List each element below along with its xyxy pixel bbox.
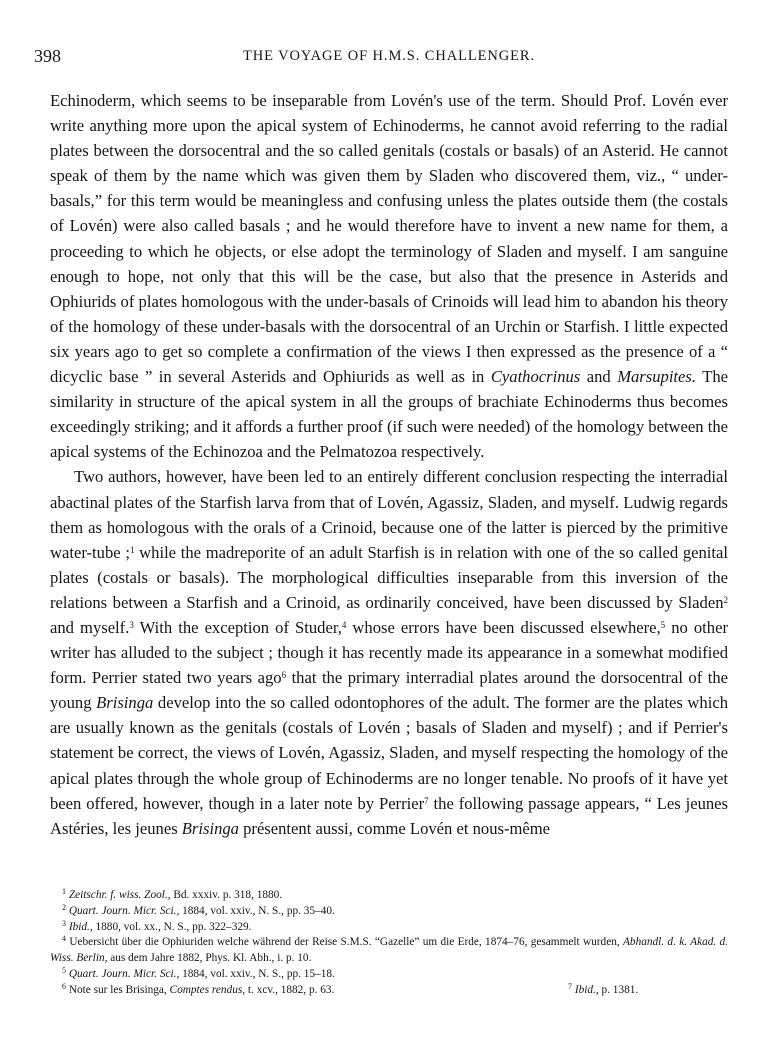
- italic-genus: Marsupites.: [617, 367, 697, 387]
- footnote-text: 1880, vol. xx., N. S., pp. 322–329.: [92, 920, 252, 933]
- journal-title: Ibid.,: [574, 983, 599, 996]
- text-run: that the primary interradial plates around the dorsocentral of the young: [50, 668, 729, 713]
- footnote-row: [50, 983, 728, 999]
- footnote-text: Note sur les Brisinga,: [68, 983, 170, 996]
- page-header: [34, 46, 744, 70]
- footnote: [50, 920, 728, 936]
- footnote-number: 2: [62, 902, 66, 912]
- footnote-ref: 2: [723, 594, 728, 605]
- footnote-text: t. xcv., 1882, p. 63.: [245, 983, 335, 996]
- journal-title: Comptes rendus,: [169, 983, 246, 996]
- footnote-ref: 5: [660, 619, 666, 630]
- footnote-number: 1: [62, 887, 66, 896]
- text-run: and myself.: [50, 617, 130, 637]
- body-text: [50, 88, 728, 841]
- text-run: With the exception of Studer,: [133, 617, 342, 637]
- text-run: while the madreporite of an adult Starfish is in relation with one of the so called genital plates (costals or basals). The morphological difficulties inseparable from this inversion of the relations between a Starfish and a Crinoid, as ordinarily conceived, have been discussed by Sladen: [50, 542, 728, 612]
- footnote-number: 4: [62, 934, 66, 944]
- footnote: [50, 888, 728, 904]
- paragraph: [50, 88, 728, 464]
- footnotes: [50, 888, 728, 999]
- footnote-number: 7: [568, 981, 572, 991]
- footnote: [50, 967, 728, 983]
- footnote: [556, 983, 638, 999]
- text-run: and: [580, 367, 618, 387]
- journal-title: Quart. Journ. Micr. Sci.,: [68, 967, 180, 980]
- footnote-ref: 7: [424, 795, 429, 806]
- journal-title: Zeitschr. f. wiss. Zool.,: [68, 889, 171, 901]
- text-run: présentent aussi, comme Lovén et nous-même: [238, 818, 551, 838]
- text-run: the following passage appears, “ Les jeunes Astéries, les jeunes: [50, 793, 728, 838]
- text-run: whose errors have been discussed elsewhere,: [346, 617, 661, 637]
- page-number: 398: [34, 46, 61, 66]
- text-run: Echinoderm, which seems to be inseparable from Lovén's use of the term. Should Prof. Lovén ever write anything more upon the apical system of Echinoderms, he cannot avoid referring to the radial plates between the dorsocentral and the so called genitals (costals or basals) of an Asterid. He cannot speak of them by the name which was given them by Sladen who discovered them, viz., “ under-basals,” for this term would be meaningless and confusing unless the plates outside them (the costals of Lovén) were also called basals ; and he would therefore have to invent a new name for them, a proceeding to which he objects, or else adopt the terminology of Sladen and myself. I am sanguine enough to hope, not only that this will be the case, but also that the presence in Asterids and Ophiurids of plates homologous with the under-basals of Crinoids will lead him to abandon his theory of the homology of these under-basals with the dorsocentral of an Urchin or Starfish. I little expected six years ago to get so complete a confirmation of the views I then expressed as the presence of a “ dicyclic base ” in several Asterids and Ophiurids as well as in: [50, 91, 728, 387]
- journal-title: Ibid.,: [68, 920, 93, 933]
- footnote-ref: 4: [341, 619, 347, 630]
- footnote-text: 1884, vol. xxiv., N. S., pp. 15–18.: [179, 967, 335, 980]
- italic-genus: Cyathocrinus: [490, 367, 581, 387]
- running-title: THE VOYAGE OF H.M.S. CHALLENGER.: [243, 48, 535, 64]
- text-run: Two authors, however, have been led to an entirely different conclusion respecting the interradial abactinal plates of the Starfish larva from that of Lovén, Agassiz, Sladen, and myself. Ludwig regards them as homologous with the orals of a Crinoid, because one of the latter is pierced by the primitive water-tube ;: [50, 467, 728, 562]
- footnote-number: 3: [62, 918, 66, 928]
- footnote: [50, 935, 728, 967]
- text-run: no other writer has alluded to the subject ; though it has recently made its appearance in a somewhat modified form. Perrier stated two years ago: [50, 617, 728, 688]
- footnote-number: 6: [62, 981, 66, 991]
- footnote-number: 5: [62, 965, 66, 975]
- footnote-text: Bd. xxxiv. p. 318, 1880.: [170, 889, 283, 901]
- footnote-text: p. 1381.: [598, 983, 639, 996]
- footnote-text: aus dem Jahre 1882, Phys. Kl. Abh., i. p. 10.: [107, 952, 312, 965]
- italic-genus: Brisinga: [96, 693, 154, 713]
- footnote-ref: 6: [281, 670, 287, 681]
- footnote-ref: 3: [129, 619, 134, 630]
- paragraph: [50, 464, 728, 840]
- text-run: The similarity in structure of the apical system in all the groups of brachiate Echinoderms thus becomes exceedingly striking; and it affords a further proof (if such were needed) of the homology between the apical systems of the Echinozoa and the Pelmatozoa respectively.: [50, 367, 728, 462]
- journal-title: Quart. Journ. Micr. Sci.,: [68, 904, 180, 917]
- text-run: develop into the so called odontophores of the adult. The former are the plates which are usually known as the genitals (costals of Lovén ; basals of Sladen and myself) ; and if Perrier's statement be correct, the views of Lovén, Agassiz, Sladen, and myself respecting the homology of the apical plates through the whole group of Echinoderms are no longer tenable. No proofs of it have yet been offered, however, though in a later note by Perrier: [50, 693, 728, 813]
- footnote-text: 1884, vol. xxiv., N. S., pp. 35–40.: [179, 904, 335, 917]
- journal-title: Abhandl. d. k. Akad. d. Wiss. Berlin,: [50, 936, 728, 965]
- footnote-ref: 1: [129, 544, 135, 555]
- footnote: [62, 981, 335, 996]
- footnote-text: Uebersicht über die Ophiuriden welche während der Reise S.M.S. “Gazelle” um die Erde, 1874–76, gesammelt wurden,: [69, 936, 624, 949]
- footnote: [50, 904, 728, 920]
- italic-genus: Brisinga: [181, 818, 239, 838]
